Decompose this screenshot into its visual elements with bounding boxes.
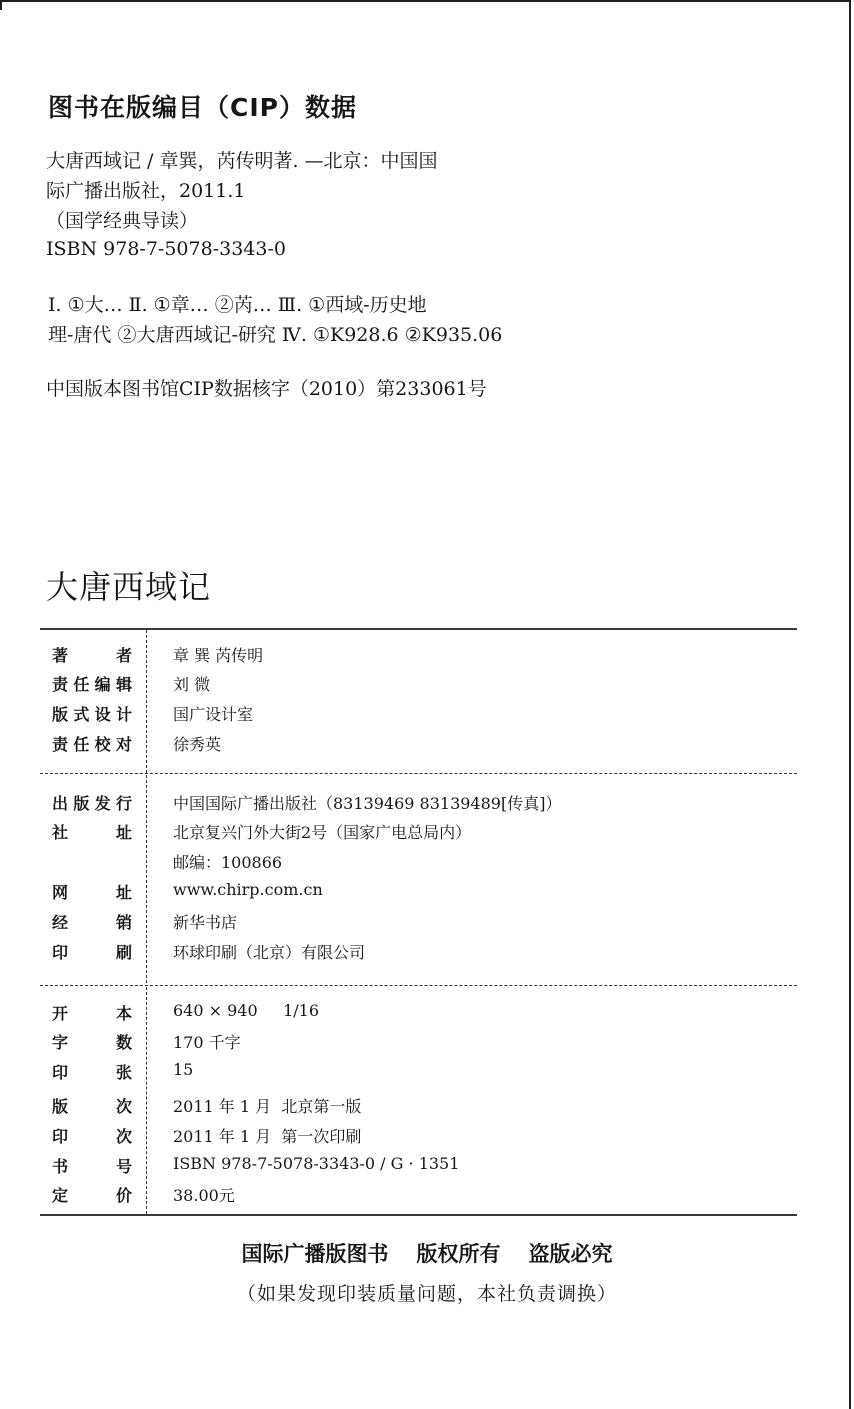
- page-border-top: [0, 0, 850, 2]
- copyright-publisher-text: 国际广播版图书: [241, 1242, 389, 1266]
- cip-description-line-2: 际广播出版社，2011.1: [46, 180, 246, 202]
- colophon-value: 章 巽 芮传明: [173, 646, 264, 665]
- colophon-value: 刘 微: [173, 675, 211, 694]
- colophon-label: 出版发行: [52, 794, 132, 813]
- cip-series: （国学经典导读）: [46, 210, 199, 232]
- cip-description-line-1: 大唐西域记 / 章巽，芮传明著. —北京：中国国: [46, 150, 438, 172]
- colophon-label: 版式设计: [52, 705, 132, 724]
- colophon-label: 版 次: [52, 1097, 132, 1116]
- colophon-row-website: [0, 880, 800, 908]
- colophon-value: 2011 年 1 月 第一次印刷: [173, 1127, 362, 1146]
- page-border-right: [849, 0, 851, 1409]
- page-border-left: [0, 0, 2, 10]
- replacement-note: （如果发现印装质量问题，本社负责调换）: [236, 1283, 617, 1305]
- colophon-row-word-count: [0, 1030, 800, 1058]
- copyright-piracy-text: 盗版必究: [528, 1242, 613, 1266]
- colophon-value: ISBN 978-7-5078-3343-0 / G · 1351: [173, 1154, 460, 1173]
- colophon-value: 38.00元: [173, 1186, 235, 1205]
- cip-approval-number: 中国版本图书馆CIP数据核字（2010）第233061号: [46, 378, 487, 400]
- colophon-value: 15: [173, 1060, 194, 1079]
- colophon-label: 印 次: [52, 1127, 132, 1146]
- colophon-value: 邮编：100866: [173, 853, 283, 872]
- colophon-top-rule: [40, 628, 797, 630]
- colophon-row-distributor: [0, 910, 800, 938]
- colophon-label: 书 号: [52, 1157, 132, 1176]
- colophon-label: 印 刷: [52, 943, 132, 962]
- colophon-row-address: [0, 820, 800, 848]
- colophon-value: 新华书店: [173, 913, 238, 932]
- colophon-label: 经 销: [52, 913, 132, 932]
- colophon-value: 中国国际广播出版社（83139469 83139489[传真]）: [173, 794, 562, 813]
- colophon-row-sheets: [0, 1060, 800, 1088]
- colophon-row-layout-design: [0, 702, 800, 730]
- colophon-value: 640 × 940 1/16: [173, 1001, 320, 1020]
- colophon-row-book-number: [0, 1154, 800, 1182]
- colophon-row-edition: [0, 1094, 800, 1122]
- colophon-value: 国广设计室: [173, 705, 254, 724]
- colophon-row-format: [0, 1001, 800, 1029]
- colophon-label: 字 数: [52, 1033, 132, 1052]
- colophon-row-proofreader: [0, 732, 800, 760]
- colophon-label: 责任校对: [52, 735, 132, 754]
- colophon-row-printer: [0, 940, 800, 968]
- colophon-label: 开 本: [52, 1004, 132, 1023]
- colophon-label: 责任编辑: [52, 675, 132, 694]
- cip-classification-line-1: Ⅰ. ①大… Ⅱ. ①章… ②芮… Ⅲ. ①西域-历史地: [48, 294, 427, 316]
- colophon-dashed-rule-1: [40, 773, 797, 774]
- colophon-label: 著 者: [52, 646, 132, 665]
- colophon-label: 印 张: [52, 1063, 132, 1082]
- colophon-label: 网 址: [52, 883, 132, 902]
- colophon-value: 北京复兴门外大街2号（国家广电总局内）: [173, 823, 472, 842]
- colophon-row-printing: [0, 1124, 800, 1152]
- colophon-row-author: [0, 643, 800, 671]
- colophon-value: 2011 年 1 月 北京第一版: [173, 1097, 362, 1116]
- colophon-row-editor: [0, 672, 800, 700]
- colophon-value: 环球印刷（北京）有限公司: [173, 943, 366, 962]
- cip-heading: 图书在版编目（CIP）数据: [48, 93, 357, 122]
- colophon-label: 社 址: [52, 823, 132, 842]
- colophon-value: www.chirp.com.cn: [173, 880, 323, 899]
- colophon-row-price: [0, 1183, 800, 1211]
- colophon-value: 170 千字: [173, 1033, 241, 1052]
- colophon-row-postcode: [0, 850, 800, 878]
- book-title: 大唐西域记: [46, 568, 212, 606]
- colophon-label: 定 价: [52, 1186, 132, 1205]
- copyright-rights-text: 版权所有: [416, 1242, 501, 1266]
- copyright-notice: [0, 1238, 854, 1268]
- colophon-row-publisher: [0, 791, 800, 819]
- cip-isbn: ISBN 978-7-5078-3343-0: [46, 238, 286, 260]
- colophon-value: 徐秀英: [173, 735, 222, 754]
- cip-classification-line-2: 理-唐代 ②大唐西域记-研究 Ⅳ. ①K928.6 ②K935.06: [48, 324, 503, 346]
- colophon-bottom-rule: [40, 1214, 797, 1216]
- colophon-dashed-rule-2: [40, 985, 797, 986]
